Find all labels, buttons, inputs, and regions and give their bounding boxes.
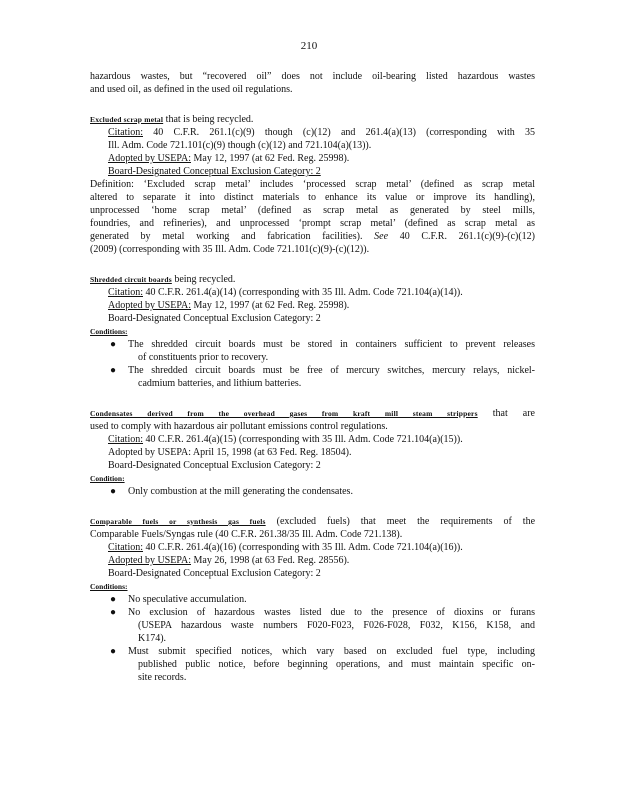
conditions-label: Conditions: bbox=[90, 582, 128, 591]
adopted-label: Adopted by USEPA: bbox=[108, 153, 191, 164]
bullet-text-cont: (USEPA hazardous waste numbers F020-F023, F026-F028, F032, K156, K158, and bbox=[138, 620, 535, 631]
bullet-icon: ● bbox=[110, 486, 117, 497]
adopted-text: May 12, 1997 (at 62 Fed. Reg. 25998). bbox=[190, 153, 350, 164]
heading-title: Condensates derived from the overhead gases from kraft mill steam strippers bbox=[90, 409, 478, 418]
adopted-label: Adopted by USEPA: bbox=[108, 300, 191, 311]
citation-text: 40 C.F.R. 261.4(a)(15) (corresponding with 35 Ill. Adm. Code 721.104(a)(15)). bbox=[143, 434, 463, 445]
citation-line bbox=[90, 126, 535, 139]
condition-label: Condition: bbox=[90, 474, 125, 483]
bullet-text: The shredded circuit boards must be stored in containers sufficient to prevent releases bbox=[128, 339, 535, 350]
bullet-text: No exclusion of hazardous wastes listed due to the presence of dioxins or furans bbox=[128, 607, 535, 618]
heading-rest: that are bbox=[477, 408, 535, 419]
conditions-label: Conditions: bbox=[90, 327, 128, 336]
list-item bbox=[90, 606, 535, 645]
bullet-icon: ● bbox=[110, 646, 117, 657]
see-signal: See bbox=[374, 231, 389, 242]
citation-label: Citation: bbox=[108, 542, 143, 553]
definition-text: generated by metal working and fabrication facilities). bbox=[90, 231, 375, 242]
adopted-text: May 26, 1998 (at 63 Fed. Reg. 28556). bbox=[190, 555, 350, 566]
bullet-text: The shredded circuit boards must be free of mercury switches, mercury relays, nickel- bbox=[128, 365, 535, 376]
definition-citation: 40 C.F.R. 261.1(c)(9)-(c)(12) bbox=[388, 231, 535, 242]
citation-line bbox=[90, 433, 535, 446]
adopted-line: Adopted by USEPA: April 15, 1998 (at 63 Fed. Reg. 18504). bbox=[108, 447, 352, 458]
adopted-text: May 12, 1997 (at 62 Fed. Reg. 25998). bbox=[190, 300, 350, 311]
board-category: Board-Designated Conceptual Exclusion Category: 2 bbox=[108, 460, 321, 471]
intro-line-1: hazardous wastes, but “recovered oil” does not include oil-bearing listed hazardous wastes bbox=[90, 71, 535, 82]
heading-line-2: used to comply with hazardous air pollutant emissions control regulations. bbox=[90, 421, 388, 432]
bullet-text-cont: site records. bbox=[138, 672, 187, 683]
section-heading-condensates bbox=[90, 407, 535, 420]
bullet-icon: ● bbox=[110, 594, 117, 605]
list-item bbox=[90, 645, 535, 684]
heading-rest: being recycled. bbox=[171, 274, 236, 285]
bullet-icon: ● bbox=[110, 339, 117, 350]
heading-line-2: Comparable Fuels/Syngas rule (40 C.F.R. 261.38/35 Ill. Adm. Code 721.138). bbox=[90, 529, 403, 540]
bullet-text-cont: published public notice, before beginning operations, and must maintain specific on- bbox=[138, 659, 535, 670]
definition-line-3: unprocessed ‘home scrap metal’ (defined as scrap metal as generated by steel mills, bbox=[90, 205, 535, 216]
definition-line-6: (2009) (corresponding with 35 Ill. Adm. Code 721.101(c)(9)-(c)(12)). bbox=[90, 244, 370, 255]
definition-line-5 bbox=[90, 230, 535, 243]
definition-line-4: foundries, and refineries), and unprocessed ‘prompt scrap metal’ (defined as scrap metal as bbox=[90, 218, 535, 229]
citation-text: 40 C.F.R. 261.4(a)(14) (corresponding with 35 Ill. Adm. Code 721.104(a)(14)). bbox=[143, 287, 463, 298]
list-item bbox=[90, 593, 535, 606]
bullet-icon: ● bbox=[110, 607, 117, 618]
adopted-line bbox=[90, 554, 535, 567]
heading-title: Shredded circuit boards bbox=[90, 275, 172, 284]
intro-line-2: and used oil, as defined in the used oil regulations. bbox=[90, 84, 293, 95]
citation-text: 40 C.F.R. 261.4(a)(16) (corresponding with 35 Ill. Adm. Code 721.104(a)(16)). bbox=[143, 542, 463, 553]
section-heading-circuit-boards bbox=[90, 273, 535, 286]
adopted-label: Adopted by USEPA: bbox=[108, 555, 191, 566]
adopted-line bbox=[90, 299, 535, 312]
bullet-text: Must submit specified notices, which vary based on excluded fuel type, including bbox=[128, 646, 535, 657]
bullet-text-cont: K174). bbox=[138, 633, 167, 644]
list-item bbox=[90, 364, 535, 390]
heading-title: Comparable fuels or synthesis gas fuels bbox=[90, 517, 266, 526]
heading-rest: (excluded fuels) that meet the requirements of the bbox=[265, 516, 536, 527]
list-item bbox=[90, 485, 535, 498]
bullet-text-cont: of constituents prior to recovery. bbox=[138, 352, 269, 363]
board-category: Board-Designated Conceptual Exclusion Category: 2 bbox=[108, 313, 321, 324]
adopted-line bbox=[90, 152, 535, 165]
citation-line-2: Ill. Adm. Code 721.101(c)(9) though (c)(12) and 721.104(a)(13)). bbox=[108, 140, 372, 151]
citation-text: 40 C.F.R. 261.1(c)(9) though (c)(12) and 261.4(a)(13) (corresponding with 35 bbox=[143, 127, 535, 138]
bullet-text-cont: cadmium batteries, and lithium batteries. bbox=[138, 378, 302, 389]
page-number: 210 bbox=[300, 40, 318, 52]
bullet-text: No speculative accumulation. bbox=[128, 594, 247, 605]
citation-line bbox=[90, 286, 535, 299]
citation-label: Citation: bbox=[108, 287, 143, 298]
section-heading-comparable-fuels bbox=[90, 515, 535, 528]
board-category: Board-Designated Conceptual Exclusion Category: 2 bbox=[108, 568, 321, 579]
heading-title: Excluded scrap metal bbox=[90, 115, 164, 124]
bullet-text: Only combustion at the mill generating the condensates. bbox=[128, 486, 353, 497]
section-heading-scrap-metal bbox=[90, 113, 535, 126]
definition-line-2: altered to separate it into distinct materials to enhance its value or improve its handling), bbox=[90, 192, 535, 203]
list-item bbox=[90, 338, 535, 364]
citation-line bbox=[90, 541, 535, 554]
heading-rest: that is being recycled. bbox=[163, 114, 254, 125]
definition-line-1: Definition: ‘Excluded scrap metal’ includes ‘processed scrap metal’ (defined as scrap metal bbox=[90, 179, 535, 190]
bullet-icon: ● bbox=[110, 365, 117, 376]
page-content bbox=[90, 70, 535, 684]
citation-label: Citation: bbox=[108, 127, 143, 138]
citation-label: Citation: bbox=[108, 434, 143, 445]
board-category: Board-Designated Conceptual Exclusion Category: 2 bbox=[108, 166, 321, 177]
